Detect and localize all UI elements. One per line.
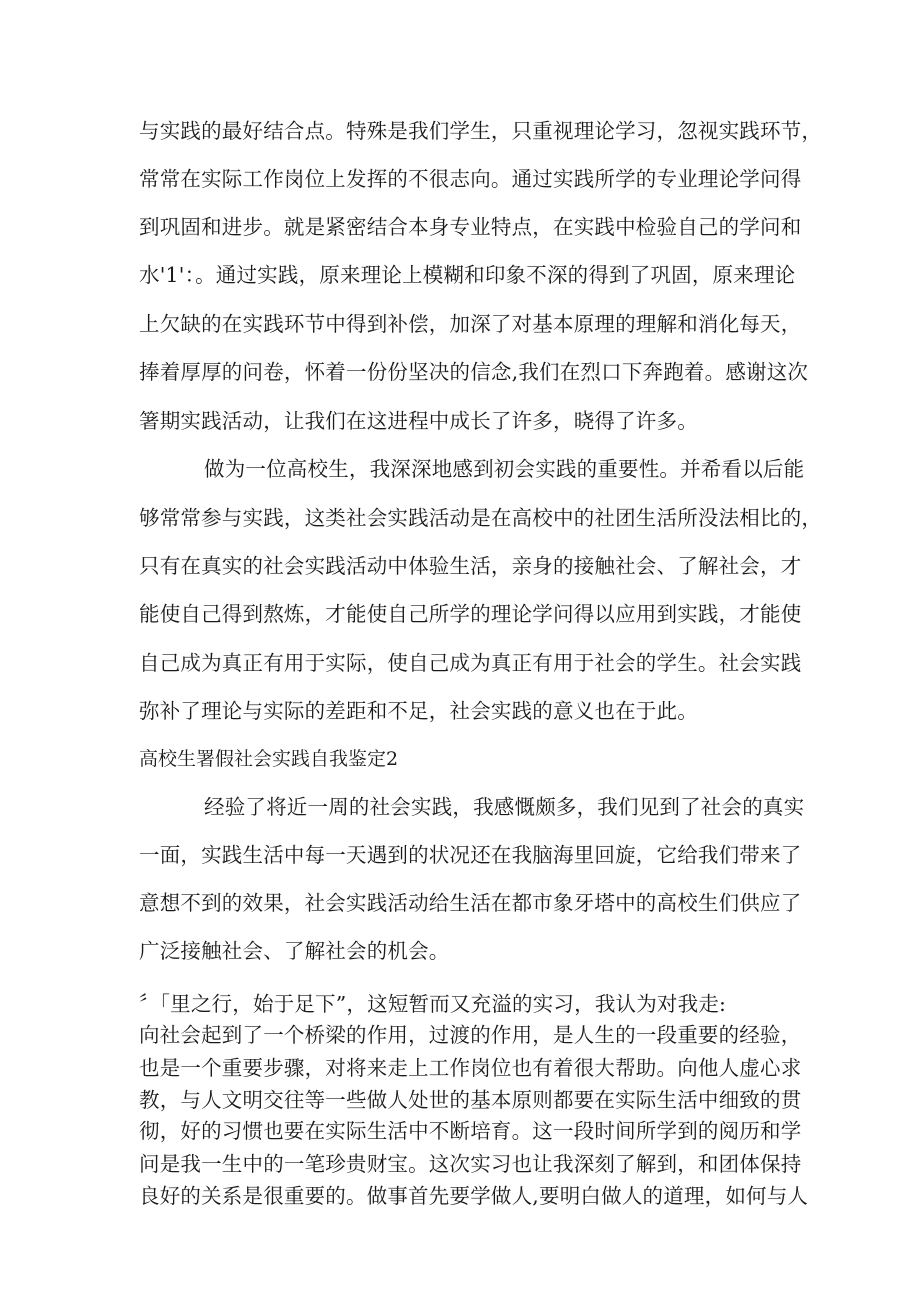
paragraph-line: 只有在真实的社会实践活动中体验生活，亲身的接触社会、了解社会，才 bbox=[139, 554, 802, 578]
paragraph-line: 自己成为真正有用于实际，使自己成为真正有用于社会的学生。社会实践 bbox=[139, 651, 802, 675]
paragraph-line: 彻，好的习惯也要在实际生活中不断培育。这一段时间所学到的阅历和学 bbox=[139, 1119, 802, 1143]
paragraph-line: 箸期实践活动，让我们在这进程中成长了许多，晓得了许多。 bbox=[139, 409, 698, 433]
paragraph-line: 水'1'：。通过实践，原来理论上模糊和印象不深的得到了巩固，原来理论 bbox=[139, 263, 796, 287]
paragraph-line: 教，与人文明交往等一些做人处世的基本原则都要在实际生活中细致的贯 bbox=[139, 1088, 802, 1112]
paragraph-line: 也是一个重要步骤，对将来走上工作岗位也有着很大帮助。向他人虚心求 bbox=[139, 1056, 802, 1080]
paragraph-line: 一面，实践生活中每一天遇到的状况还在我脑海里回旋，它给我们带来了 bbox=[139, 843, 802, 867]
paragraph-line: 〞「里之行，始于足下”，这短暂而又充溢的实习，我认为对我走: bbox=[139, 992, 727, 1016]
paragraph-line: 够常常参与实践，这类社会实践活动是在高校中的社团生活所没法相比的， bbox=[139, 506, 823, 530]
paragraph-line: 捧着厚厚的问卷，怀着一份份坚决的信念,我们在烈口下奔跑着。感谢这次 bbox=[139, 360, 809, 384]
paragraph-line: 能使自己得到熬炼，才能使自己所学的理论学问得以应用到实践，才能使 bbox=[139, 602, 802, 626]
paragraph-line: 与实践的最好结合点。特殊是我们学生，只重视理论学习，忽视实践环节， bbox=[139, 119, 823, 143]
paragraph-line: 弥补了理论与实际的差距和不足，社会实践的意义也在于此。 bbox=[139, 699, 698, 723]
paragraph-line: 向社会起到了一个桥梁的作用，过渡的作用，是人生的一段重要的经验， bbox=[139, 1023, 802, 1047]
paragraph-line: 上欠缺的在实践环节中得到补偿，加深了对基本原理的理解和消化每天， bbox=[139, 312, 802, 336]
paragraph-line: 问是我一生中的一笔珍贵财宝。这次实习也让我深刻了解到，和团体保持 bbox=[139, 1152, 802, 1176]
paragraph-line: 做为一位高校生，我深深地感到初会实践的重要性。并希看以后能 bbox=[204, 457, 805, 481]
section-heading: 高校生署假社会实践自我鉴定2 bbox=[139, 748, 399, 770]
paragraph-line: 常常在实际工作岗位上发挥的不很志向。通过实践所学的专业理论学问得 bbox=[139, 167, 802, 191]
paragraph-line: 良好的关系是很重要的。做事首先要学做人,要明白做人的道理，如何与人 bbox=[139, 1184, 809, 1208]
paragraph-line: 广泛接触社会、了解社会的机会。 bbox=[139, 939, 450, 963]
paragraph-line: 经验了将近一周的社会实践，我感慨颇多，我们见到了社会的真实 bbox=[204, 795, 805, 819]
paragraph-line: 到巩固和进步。就是紧密结合本身专业特点，在实践中检验自己的学问和 bbox=[139, 215, 802, 239]
paragraph-line: 意想不到的效果，社会实践活动给生活在都市象牙塔中的高校生们供应了 bbox=[139, 891, 802, 915]
